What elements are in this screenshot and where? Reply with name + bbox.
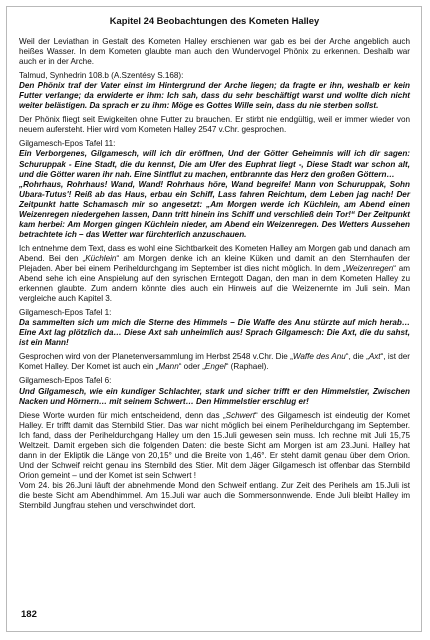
term-schwert: Schwert — [225, 410, 256, 420]
paragraph-planetenversammlung — [19, 352, 410, 372]
text-run: “, ist der Komet Halley. Der Komet ist auch ein „ — [19, 352, 410, 372]
gilgamesch-tafel-1-block — [19, 308, 410, 348]
book-page — [6, 6, 422, 632]
text-run: “ am Abend sehe ich eine Anspielung auf den syrischen Erntegott Dagan, den man in dem Kometen Halley zu erkennen glaubte. Zum andern könnte dies auch ein Hinweis auf die Weizenernte im Juli sein. Man vergleiche auch Kapitel 3. — [19, 263, 411, 304]
term-weizenregen: Weizenregen — [345, 263, 394, 273]
text-run: Gesprochen wird von der Planetenversammlung im Herbst 2548 v.Chr. Die „ — [19, 352, 293, 362]
term-waffe-des-anu: Waffe des Anu — [292, 352, 346, 362]
text-run: “, die „ — [345, 352, 369, 362]
gilgamesch-tafel-11-quote-b: „Rohrhaus, Rohrhaus! Wand, Wand! Rohrhaus höre, Wand begreife! Mann von Schuruppak, Sohn Ubara-Tutus'! Reiß ab das Haus, erbau ein Schiff, Lass fahren Reichtum, dem Leben jag nach! Der Zeitpunkt hatte Schamasch mir so angesetzt: „Am Morgen werde ich Küchlein, am Abend einen Weizenregen niedergehen lassen, Dann tritt hinein ins Schiff und verschließ dein Tor!“ Der Zeitpunkt kam herbei: Am Morgen gingen Küchlein nieder, am Abend ein Weizenregen. Des Wetters Aussehen betrachtete ich – das Wetter war fürchterlich anzuschauen. — [19, 179, 410, 239]
gilgamesch-tafel-6-block — [19, 376, 410, 406]
gilgamesch-tafel-1-quote: Da sammelten sich um mich die Sterne des Himmels – Die Waffe des Anu stürzte auf mich herab… Eine Axt lag plötzlich da… Diese Axt sah unheimlich aus! Sprach Gilgamesch: Die Axt, die du sahst, ist ein Mann! — [19, 318, 410, 348]
text-run: “ am Morgen denke ich an kleine Küken und damit an den Sternhaufen der Plejaden. Aber bei einem Periheldurchgang im September ist dies nicht möglich. In dem „ — [19, 253, 411, 273]
paragraph-phoenix: Der Phönix fliegt seit Ewigkeiten ohne Futter zu brauchen. Er stirbt nie endgültig, weil er immer wieder von neuem aufersteht. Hier wird vom Kometen Halley 2547 v.Chr. gesprochen. — [19, 115, 410, 135]
text-run: Diese Worte wurden für mich entscheidend, denn das „ — [19, 410, 226, 420]
gilgamesch-tafel-6-reference: Gilgamesch-Epos Tafel 6: — [19, 376, 112, 386]
chapter-title: Kapitel 24 Beobachtungen des Kometen Halley — [109, 15, 320, 26]
gilgamesch-tafel-11-reference: Gilgamesch-Epos Tafel 11: — [19, 139, 116, 149]
paragraph-interpretation — [19, 244, 410, 304]
talmud-reference: Talmud, Synhedrin 108.b (A.Szentésy S.168): — [19, 71, 184, 81]
page-number: 182 — [21, 609, 37, 620]
term-mann: Mann — [158, 362, 179, 372]
gilgamesch-tafel-6-quote: Und Gilgamesch, wie ein kundiger Schlachter, stark und sicher trifft er den Himmelstier, Zwischen Nacken und Hörnern… mit seinem Schwert… Den Himmelstier erschlug er! — [19, 386, 410, 406]
gilgamesch-tafel-1-reference: Gilgamesch-Epos Tafel 1: — [19, 308, 112, 318]
term-kuechlein: Küchlein — [85, 253, 117, 263]
gilgamesch-tafel-11-block — [19, 139, 410, 239]
paragraph-schwert — [19, 411, 410, 481]
paragraph-perihel: Vom 24. bis 26.Juni läuft der abnehmende Mond den Schweif entlang. Zur Zeit des Perihels am 15.Juli ist die beste Sicht am Abendhimmel. Am 15.Juli war auch die Sommersonnwende. Ende Juli bleibt Halley im Sternbild Jungfrau stehen und verschwindet dort. — [19, 480, 410, 511]
gilgamesch-tafel-11-quote-a: Ein Verborgenes, Gilgamesch, will ich dir eröffnen, Und der Götter Geheimnis will ich dir sagen: Schuruppak - Eine Stadt, die du kennst, Die am Ufer des Euphrat liegt -, Diese Stadt war schon alt, und die Götter waren ihr nah. Eine Sintflut zu machen, entbrannte das Herz den großen Göttern… — [19, 149, 410, 179]
term-axt: Axt — [368, 352, 381, 362]
text-run: “ (Raphael). — [225, 362, 269, 372]
talmud-block — [19, 71, 410, 111]
text-run: “ oder „ — [178, 362, 205, 372]
paragraph-intro: Weil der Leviathan in Gestalt des Kometen Halley erschienen war gab es bei der Arche angeblich auch heißes Wasser. In dem Kometen glaubte man auch den Wundervogel Phönix zu erkennen. Deshalb war auch er in der Arche. — [19, 37, 410, 67]
talmud-quote: Den Phönix traf der Vater einst im Hintergrund der Arche liegen; da fragte er ihn, weshalb er kein Futter verlange; da erwiderte er ihm: Ich sah, dass du sehr beschäftigt warst und wollte dich nicht weiter belästigen. Da sprach er zu ihm: Möge es Gottes Wille sein, dass du nie sterben sollst. — [19, 81, 410, 111]
text-run: “ des Gilgamesch ist eindeutig der Komet Halley. Er trifft damit das Sternbild Stier. Das war nicht möglich bei einem Periheldurchgang im September. Ich fand, dass der Periheldurchgang Halley um den 15.Juli gewesen sein muss. Ich rechne mit Juli 15,75 Weltzeit. Damit ergeben sich die folgenden Daten: die beste Sicht am Morgen ist am 23.Juni. Halley hat dann in der Ekliptik die Länge von 20,15° und die Breite von 1,46°. Er steht damit genau über dem Orion. Und der Schweif reicht genau ins Sternbild des Stier. Mit dem Jäger Gilgamesch ist offenbar das Sternbild Orion gemeint – und der Komet ist sein Schwert ! — [19, 410, 410, 480]
page-content — [19, 15, 410, 515]
text-run: Ich entnehme dem Text, dass es wohl eine Sichtbarkeit des Kometen Halley am Morgen gab und danach am Abend. Bei den „ — [19, 243, 410, 263]
term-engel: Engel — [204, 362, 226, 372]
